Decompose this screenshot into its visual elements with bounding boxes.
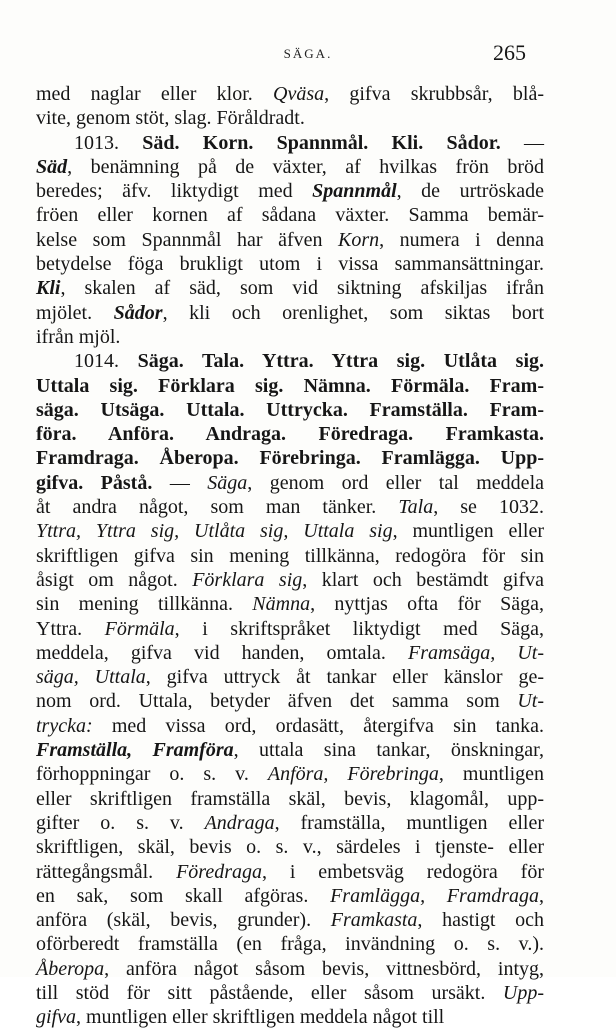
- text-line: [36, 131, 544, 155]
- text-run: Säga. Tala. Yttra. Yttra sig. Utlåta sig.: [137, 350, 544, 373]
- text-run: Förklara sig: [192, 568, 303, 591]
- text-line: [36, 1005, 544, 1029]
- text-run: Framdraga. Åberopa. Förebringa. Framlägga. Upp-: [36, 447, 544, 470]
- text-line: [36, 349, 544, 373]
- text-run: , se 1032.: [433, 496, 544, 519]
- text-run: ,: [539, 884, 544, 907]
- text-run: Anföra, Förebringa: [267, 763, 439, 786]
- text-line: [36, 762, 544, 786]
- text-run: gifva. Påstå.: [36, 471, 153, 494]
- text-run: Upp-: [502, 981, 544, 1004]
- text-run: , klart och bestämdt gifva: [302, 568, 545, 591]
- text-run: trycka:: [36, 714, 93, 737]
- text-line: [36, 568, 544, 592]
- text-run: 1014.: [74, 350, 138, 373]
- text-run: föra. Anföra. Andraga. Föredraga. Framkasta.: [36, 423, 544, 446]
- text-line: [36, 398, 544, 422]
- text-run: , genom ord eller tal meddela: [247, 471, 544, 494]
- text-run: Förmäla: [104, 617, 175, 640]
- text-line: [36, 908, 544, 932]
- text-run: vite, genom stöt, slag. Föråldradt.: [36, 107, 305, 130]
- text-run: mjölet.: [36, 301, 114, 324]
- text-run: förhoppningar o. s. v.: [36, 763, 268, 786]
- text-run: , muntligen eller skriftligen meddela något till: [76, 1006, 445, 1029]
- text-run: rättegångsmål.: [36, 860, 177, 883]
- text-run: beredes; äfv. liktydigt med: [36, 180, 313, 203]
- text-run: meddela, gifva vid handen, omtala.: [36, 641, 409, 664]
- text-run: , benämning på de växter, af hvilkas frön bröd: [67, 155, 544, 178]
- text-run: Sådor: [113, 301, 163, 324]
- text-line: [36, 374, 544, 398]
- text-run: 1013.: [74, 131, 143, 154]
- text-run: —: [152, 471, 208, 494]
- text-line: [36, 276, 544, 300]
- text-run: , gifva uttryck åt tankar eller känslor ge-: [145, 666, 544, 689]
- text-line: [36, 981, 544, 1005]
- page-number: 265: [493, 40, 526, 65]
- text-run: , anföra något såsom bevis, vittnesbörd, intyg,: [104, 957, 544, 980]
- text-line: [36, 446, 544, 470]
- text-run: säga, Uttala: [36, 666, 146, 689]
- text-run: , muntligen: [438, 763, 545, 786]
- text-run: Säga: [207, 471, 248, 494]
- text-line: [36, 617, 544, 641]
- text-run: , de urtröskade: [396, 180, 544, 203]
- text-line: [36, 811, 544, 835]
- text-run: Säd: [36, 155, 68, 178]
- text-run: Kli: [36, 277, 61, 300]
- text-run: åt andra något, som man tänker.: [36, 496, 399, 519]
- text-run: skriftligen gifva sin mening tillkänna, redogöra för sin: [36, 544, 544, 567]
- text-run: fröen eller kornen af sådana växter. Samma bemär-: [36, 204, 544, 227]
- text-line: [36, 787, 544, 811]
- text-run: , i embetsväg redogöra för: [261, 860, 544, 883]
- text-run: , uttala sina tankar, önskningar,: [233, 739, 544, 762]
- text-line: [36, 106, 544, 130]
- text-run: Ut-: [517, 690, 544, 713]
- text-line: [36, 884, 544, 908]
- text-run: , framställa, muntligen eller: [274, 811, 545, 834]
- text-run: säga. Utsäga. Uttala. Uttrycka. Framställa. Fram-: [36, 398, 544, 421]
- text-run: , kli och orenlighet, som siktas bort: [162, 301, 545, 324]
- running-head: [0, 40, 616, 70]
- text-line: [36, 689, 544, 713]
- text-run: åsigt om något.: [36, 568, 193, 591]
- text-run: oförberedt framställa (en fråga, invändning o. s. v.).: [36, 933, 544, 956]
- text-run: sin mening tillkänna.: [36, 593, 253, 616]
- text-run: Åberopa: [36, 957, 105, 980]
- text-line: [36, 82, 544, 106]
- text-run: Korn: [338, 228, 380, 251]
- text-run: med naglar eller klor.: [36, 83, 274, 105]
- text-run: eller skriftligen framställa skäl, bevis, klagomål, upp-: [36, 787, 544, 810]
- text-run: , nyttjas ofta för Säga,: [310, 593, 545, 616]
- text-line: [36, 422, 544, 446]
- text-run: —: [500, 131, 545, 154]
- text-line: [36, 325, 544, 349]
- text-run: , gifva skrubbsår, blå-: [324, 83, 544, 105]
- text-run: Spannmål: [312, 180, 397, 203]
- text-run: Framkasta: [330, 909, 418, 932]
- text-run: , hastigt och: [417, 909, 544, 932]
- text-line: [36, 592, 544, 616]
- text-run: Säd. Korn. Spannmål. Kli. Sådor.: [142, 131, 501, 154]
- text-run: med vissa ord, ordasätt, återgifva sin tanka.: [92, 714, 544, 737]
- text-run: betydelse föga brukligt utom i vissa sammansättningar.: [36, 253, 544, 276]
- text-line: [36, 471, 544, 495]
- text-line: [36, 252, 544, 276]
- text-run: , muntligen eller: [392, 520, 544, 543]
- text-line: [36, 665, 544, 689]
- text-run: gifter o. s. v.: [36, 811, 205, 834]
- text-line: [36, 203, 544, 227]
- text-run: Andraga: [204, 811, 275, 834]
- text-line: [36, 835, 544, 859]
- text-line: [36, 738, 544, 762]
- text-line: [36, 544, 544, 568]
- text-run: Yttra.: [36, 617, 105, 640]
- text-line: [36, 714, 544, 738]
- text-run: skriftligen, skäl, bevis o. s. v., särdeles i tjenste- eller: [36, 836, 544, 859]
- text-run: , i skriftspråket liktydigt med Säga,: [174, 617, 544, 640]
- text-line: [36, 179, 544, 203]
- text-run: Framsäga, Ut-: [408, 641, 544, 664]
- text-run: Uttala sig. Förklara sig. Nämna. Förmäla. Fram-: [36, 374, 544, 397]
- text-run: Framlägga, Framdraga: [330, 884, 539, 907]
- text-run: Framställa, Framföra: [36, 739, 234, 762]
- text-run: Föredraga: [176, 860, 262, 883]
- text-line: [36, 519, 544, 543]
- text-run: Tala: [398, 496, 434, 519]
- text-body: [36, 82, 544, 1030]
- text-line: [36, 641, 544, 665]
- text-run: Qväsa: [273, 83, 325, 105]
- text-run: , skalen af säd, som vid siktning afskiljas ifrån: [60, 277, 544, 300]
- text-run: kelse som Spannmål har äfven: [36, 228, 339, 251]
- text-run: Nämna: [252, 593, 311, 616]
- text-run: ifrån mjöl.: [36, 325, 121, 348]
- running-title: SÄGA.: [283, 46, 333, 61]
- text-line: [36, 957, 544, 981]
- text-run: en sak, som skall afgöras.: [36, 884, 331, 907]
- text-line: [36, 932, 544, 956]
- text-run: nom ord. Uttala, betyder äfven det samma som: [36, 690, 518, 713]
- text-run: gifva: [36, 1006, 76, 1029]
- text-line: [36, 155, 544, 179]
- text-line: [36, 860, 544, 884]
- text-line: [36, 495, 544, 519]
- text-run: , numera i denna: [379, 228, 545, 251]
- text-run: Yttra, Yttra sig, Utlåta sig, Uttala sig: [36, 520, 393, 543]
- text-line: [36, 301, 544, 325]
- text-run: anföra (skäl, bevis, grunder).: [36, 909, 331, 932]
- text-line: [36, 228, 544, 252]
- text-run: till stöd för sitt påstående, eller såsom ursäkt.: [36, 981, 503, 1004]
